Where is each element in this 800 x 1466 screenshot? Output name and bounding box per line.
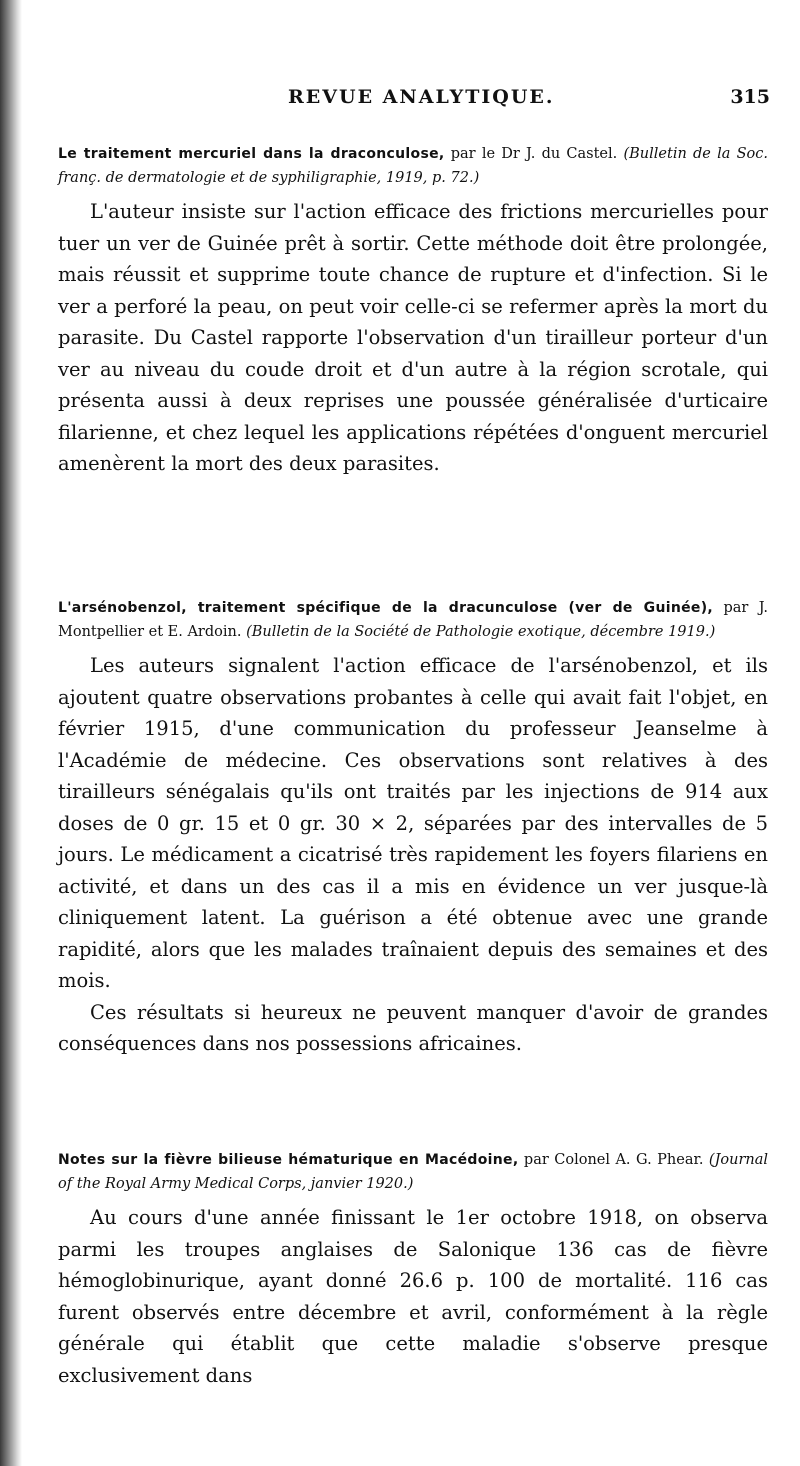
- running-title: REVUE ANALYTIQUE.: [288, 86, 555, 108]
- article-paragraph: Ces résultats si heureux ne peuvent manquer d'avoir de grandes conséquences dans nos possessions africaines.: [58, 1000, 768, 1055]
- article-paragraph: L'auteur insiste sur l'action efficace des frictions mercurielles pour tuer un ver de Guinée prêt à sortir. Cette méthode doit être prolongée, mais réussit et supprime toute chance de rupture et d'infection. Si le ver a perforé la peau, on peut voir celle-ci se refermer après la mort du parasite. Du Castel rapporte l'observation d'un tirailleur porteur d'un ver au niveau du coude droit et d'un autre à la région scrotale, qui présenta aussi à deux reprises une poussée généralisée d'urticaire filarienne, et chez lequel les applications répétées d'onguent mercuriel amenèrent la mort des deux parasites.: [58, 200, 768, 475]
- article-source: (Bulletin de la Société de Pathologie exotique, décembre 1919.): [246, 624, 716, 640]
- article-title: L'arsénobenzol, traitement spécifique de la dracunculose (ver de Guinée),: [58, 600, 714, 616]
- article-bilious-fever: [58, 1148, 768, 1391]
- article-title: Notes sur la fièvre bilieuse hématurique en Macédoine,: [58, 1152, 519, 1168]
- article-arsenobenzol: [58, 596, 768, 1060]
- article-byline: par le Dr J. du Castel.: [450, 146, 618, 162]
- article-mercurial-treatment: [58, 142, 768, 480]
- article-paragraph: Les auteurs signalent l'action efficace de l'arsénobenzol, et ils ajoutent quatre observations probantes à celle qui avait fait l'objet, en février 1915, d'une communication du professeur Jeanselme à l'Académie de médecine. Ces observations sont relatives à des tirailleurs sénégalais qu'ils ont traités par les injections de 914 aux doses de 0 gr. 15 et 0 gr. 30 × 2, séparées par des intervalles de 5 jours. Le médicament a cicatrisé très rapidement les foyers filariens en activité, et dans un des cas il a mis en évidence un ver jusque-là cliniquement latent. La guérison a été obtenue avec une grande rapidité, alors que les malades traînaient depuis des semaines et des mois.: [58, 654, 768, 992]
- article-byline: par Colonel A. G. Phear.: [523, 1152, 704, 1168]
- article-heading: [58, 142, 768, 190]
- article-source: (Journal of the Royal Army Medical Corps, janvier 1920.): [58, 1152, 768, 1192]
- page-number: 315: [730, 86, 770, 108]
- article-paragraph: Au cours d'une année finissant le 1er octobre 1918, on observa parmi les troupes anglaises de Salonique 136 cas de fièvre hémoglobinurique, ayant donné 26.6 p. 100 de mortalité. 116 cas furent observés entre décembre et avril, conformément à la règle générale qui établit que cette maladie s'observe presque exclusivement dans: [58, 1206, 768, 1387]
- article-source: (Bulletin de la Soc. franç. de dermatologie et de syphiligraphie, 1919, p. 72.): [58, 146, 769, 186]
- article-heading: [58, 596, 768, 644]
- article-title: Le traitement mercuriel dans la draconculose,: [58, 146, 445, 162]
- article-byline: par J. Montpellier et E. Ardoin.: [58, 600, 769, 640]
- scan-page-edge: [0, 0, 22, 1466]
- page-header: [60, 86, 770, 116]
- article-heading: [58, 1148, 768, 1196]
